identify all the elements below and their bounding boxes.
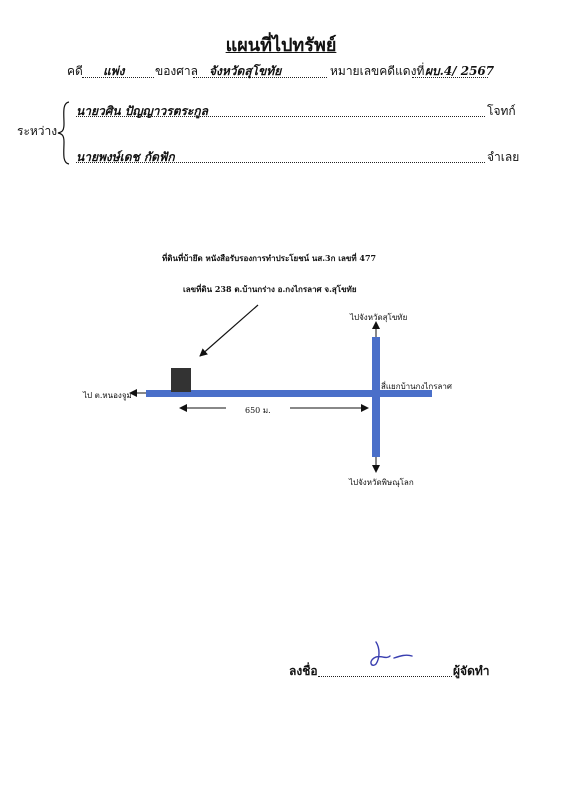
court-name-value: จังหวัดสุโขทัย: [209, 64, 282, 78]
caption-line-2: เลขที่ดิน 238 ต.บ้านกร่าง อ.กงไกรลาศ จ.สุโขทัย: [183, 284, 357, 294]
plaintiff-name: นายวศิน ปัญญาวรตระกูล: [76, 104, 208, 118]
map-label-south: ไปจังหวัดพิษณุโลก: [349, 478, 414, 487]
pointer-arrow: [200, 305, 258, 356]
map-label-junction: สี่แยกบ้านกงไกรลาศ: [381, 382, 452, 391]
land-plot-marker: [171, 368, 191, 392]
defendant-name: นายพงษ์เดช กัดฟัก: [76, 150, 175, 164]
between-label: ระหว่าง: [17, 124, 58, 138]
plaintiff-role: โจทก์: [487, 104, 516, 118]
caption-line-1: ที่ดินที่บ้ายึด หนังสือรับรองการทำประโยชน์ นส.3ก เลขที่ 477: [162, 253, 377, 263]
page-title: แผนที่ไปทรัพย์: [225, 35, 337, 56]
case-type-value: แพ่ง: [103, 64, 125, 78]
signature-dotline: [318, 676, 452, 677]
court-label: ของศาล: [155, 64, 198, 78]
map-label-distance: 650 ม.: [245, 406, 271, 415]
highway-vertical: [372, 337, 380, 457]
red-case-number-value: ผบ.4/ 2567: [425, 64, 495, 78]
role-label: ผู้จัดทำ: [453, 664, 490, 678]
red-case-number-label: หมายเลขคดีแดงที่: [330, 64, 425, 78]
case-label: คดี: [67, 64, 83, 78]
map-label-west: ไป ต.หนองจูม: [83, 391, 132, 400]
defendant-role: จำเลย: [487, 150, 520, 164]
map-label-north: ไปจังหวัดสุโขทัย: [350, 313, 408, 322]
sign-label: ลงชื่อ: [289, 664, 318, 678]
handwritten-signature: [360, 636, 420, 672]
